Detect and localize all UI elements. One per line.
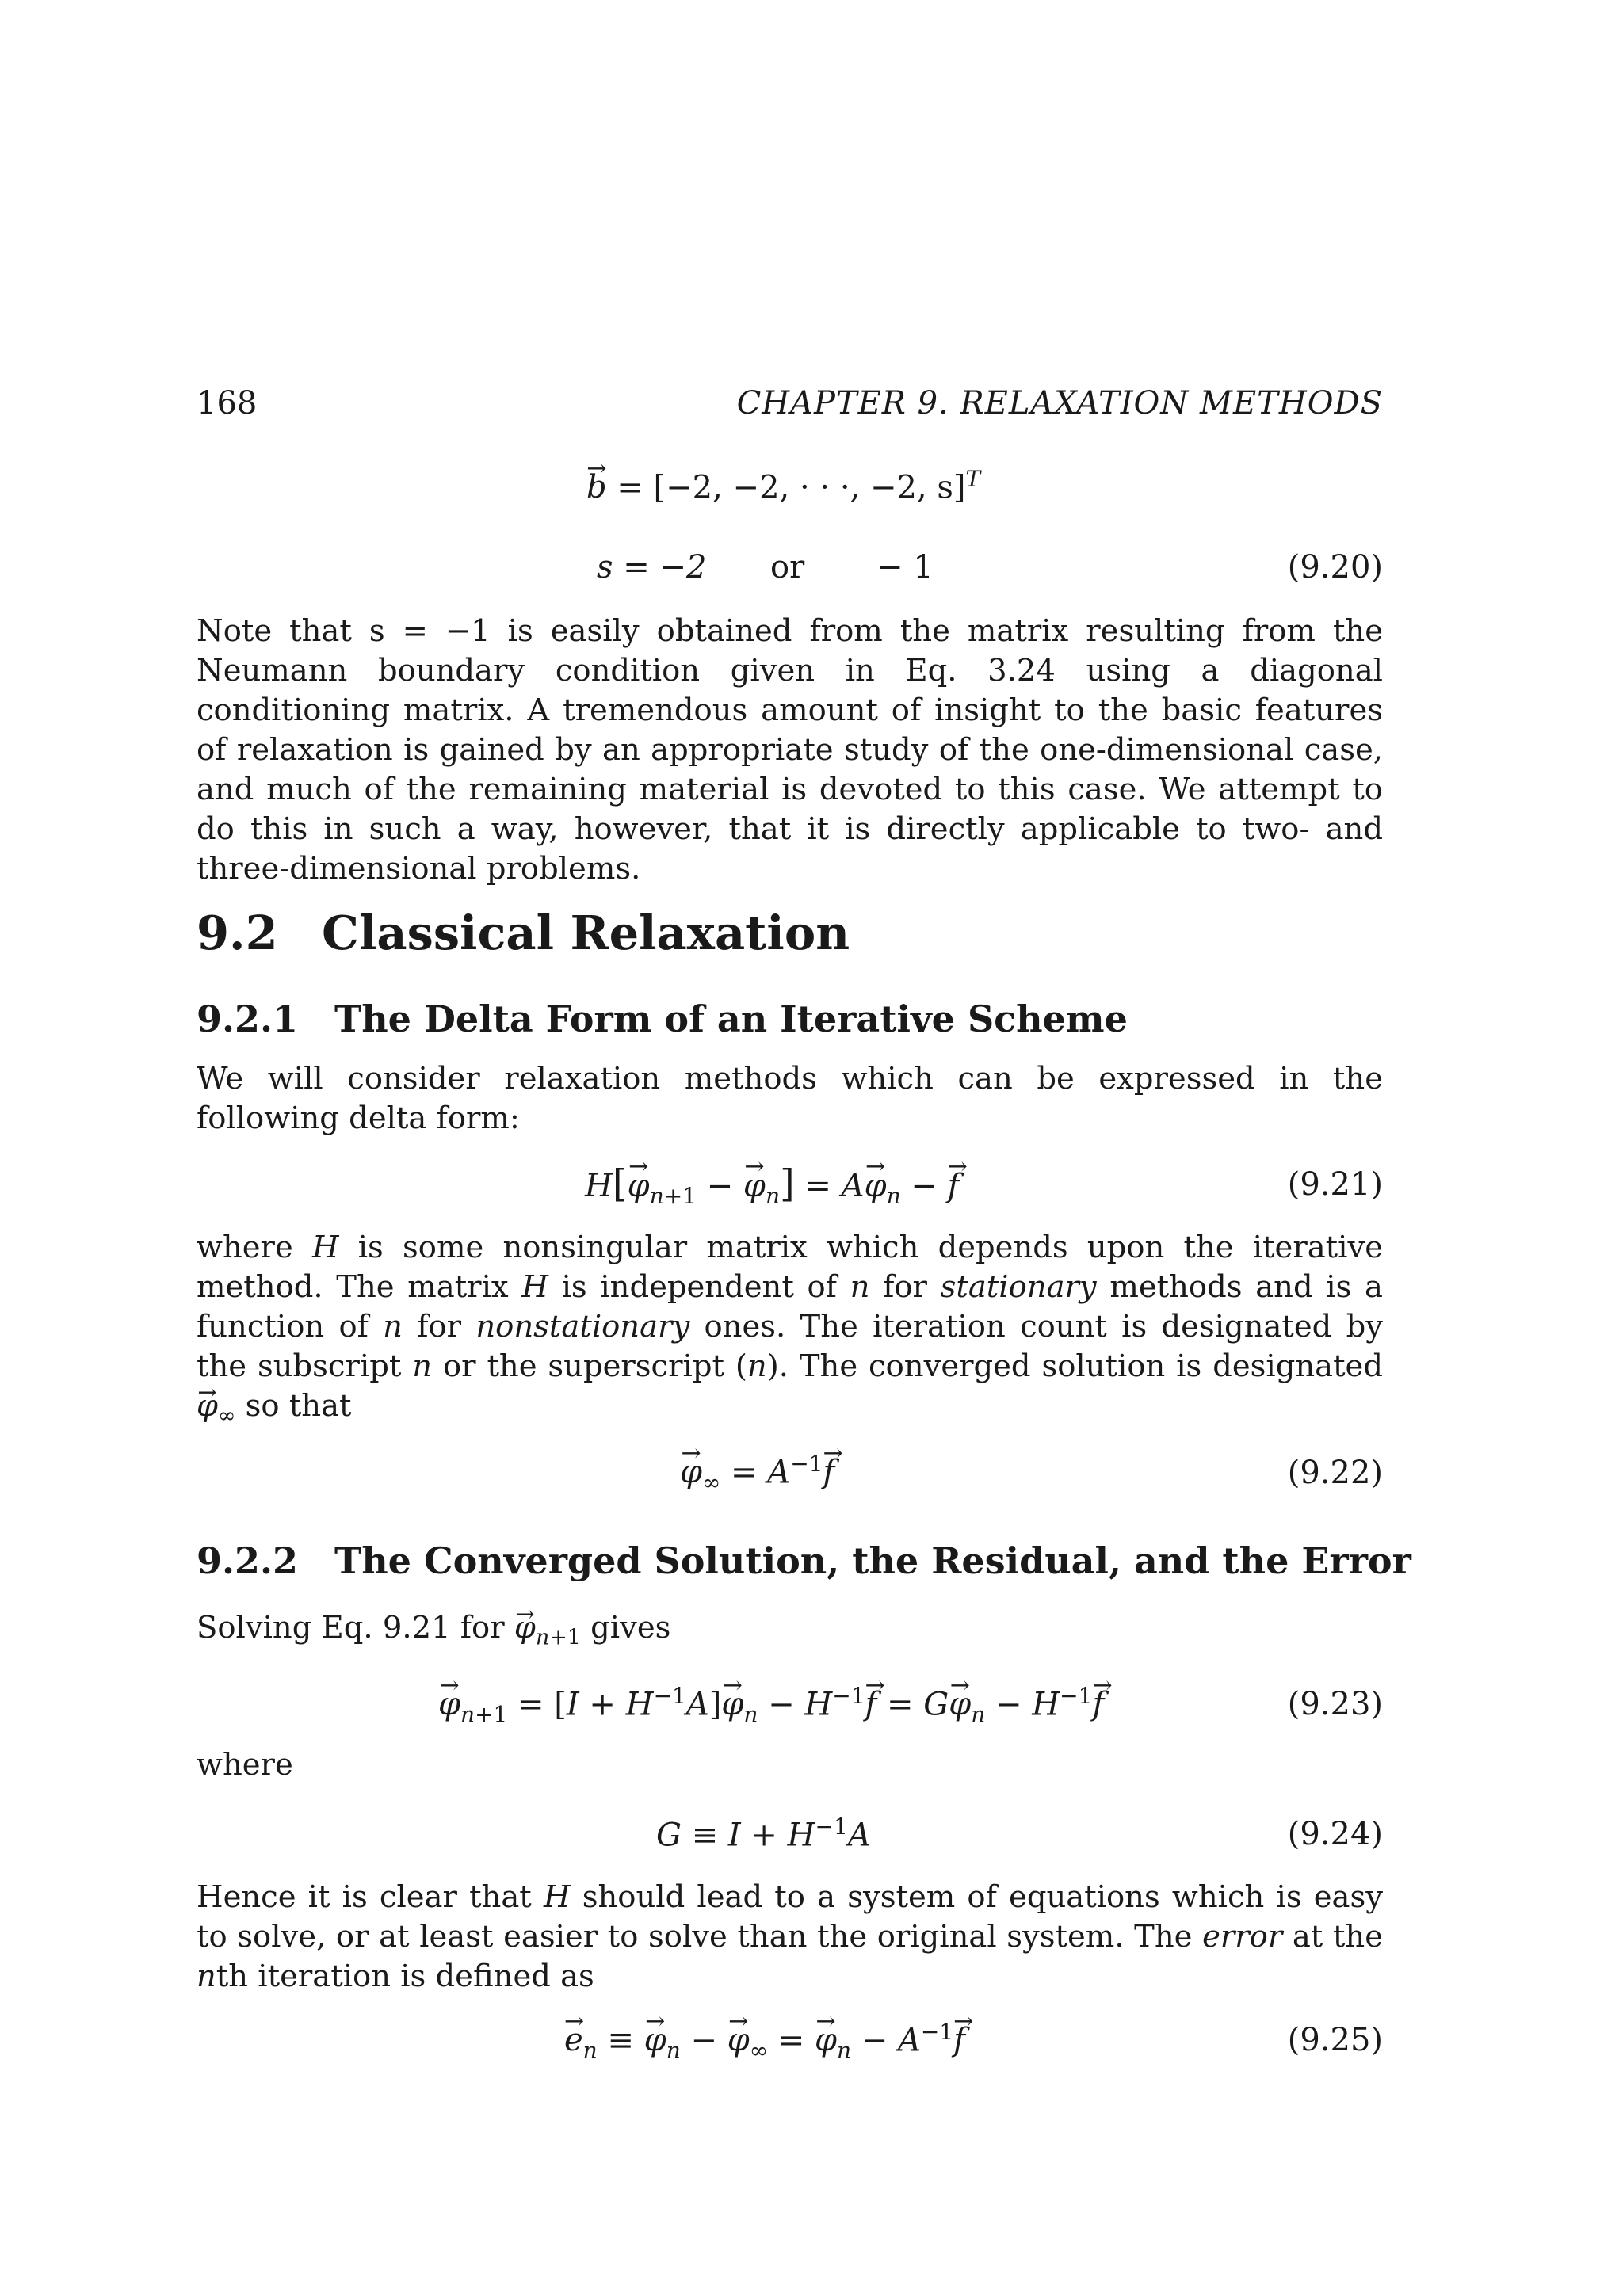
equation-9-23: → $\varphi_{n+1} = [I + H^{-1}A]\to \varphi_n - H^{-1}\to f = G\to \varphi_n - H^{-1}\to f$ [438,1683,1104,1727]
equation-number: (9.21) [1287,1166,1383,1203]
subsection-heading-converged [197,1539,1411,1582]
equation-9-20-or: or [770,549,805,585]
equation-9-20: s = −2 [597,549,707,585]
where-label: where [197,1747,293,1783]
subsection-number: 9.2.1 [197,997,299,1040]
equation-number: (9.24) [1287,1816,1383,1852]
paragraph-solving: Solving Eq. 9.21 for → $\varphi_{n+1}$ gives [197,1608,1383,1658]
equation-9-20-alt: − 1 [876,549,934,585]
subsection-number: 9.2.2 [197,1539,299,1582]
page-number: 168 [197,385,258,421]
equation-9-21: $H[\to \varphi_{n+1}$ − → $\varphi_n] = A\to \varphi_n$ − → f [585,1161,959,1209]
subsection-heading-delta-form [197,997,1128,1040]
equation-9-25: → $e_n$ ≡ → $\varphi_n$ − → $\varphi_\infty$ = → $\varphi_n - A^{-1}\to f$ [564,2019,965,2063]
equation-number: (9.20) [1287,549,1383,585]
equation-number: (9.25) [1287,2022,1383,2058]
equation-b-vector: → b = [−2, −2, · · ·, −2, s]$^T$ [586,466,980,505]
section-heading [197,906,850,960]
paragraph-where-h: where H is some nonsingular matrix which depends upon the iterative method. The matrix H is independent of n for stationary methods and is a function of n for nonstationary ones. The iteration count is designated by the subscript n or the superscript (n). The converged solution is designated → $\varphi_\infty$ so that [197,1228,1383,1436]
subsection-title: The Converged Solution, the Residual, and the Error [334,1539,1411,1582]
section-number: 9.2 [197,906,278,960]
paragraph-hence: Hence it is clear that H should lead to a system of equations which is easy to solve, or at least easier to solve than the original system. The error at the nth iteration is defined as [197,1879,1383,1994]
equation-9-24: $G \equiv I + H^{-1}A$ [656,1814,871,1854]
equation-9-22: → $\varphi_\infty = A^{-1}\to f$ [680,1451,834,1495]
paragraph-delta-intro: We will consider relaxation methods which can be expressed in the following delta form: [197,1061,1383,1136]
subsection-title: The Delta Form of an Iterative Scheme [334,997,1128,1040]
paragraph-neumann: Note that s = −1 is easily obtained from the matrix resulting from the Neumann boundary condition given in Eq. 3.24 using a diagonal conditioning matrix. A tremendous amount of insight to the basic features of relaxation is gained by an appropriate study of the one-dimensional case, and much of the remaining material is devoted to this case. We attempt to do this in such a way, however, that it is directly applicable to two- and three-dimensional problems. [197,613,1383,887]
equation-number: (9.22) [1287,1455,1383,1491]
equation-number: (9.23) [1287,1686,1383,1722]
section-title: Classical Relaxation [322,906,850,960]
running-header: CHAPTER 9. RELAXATION METHODS [736,385,1383,421]
